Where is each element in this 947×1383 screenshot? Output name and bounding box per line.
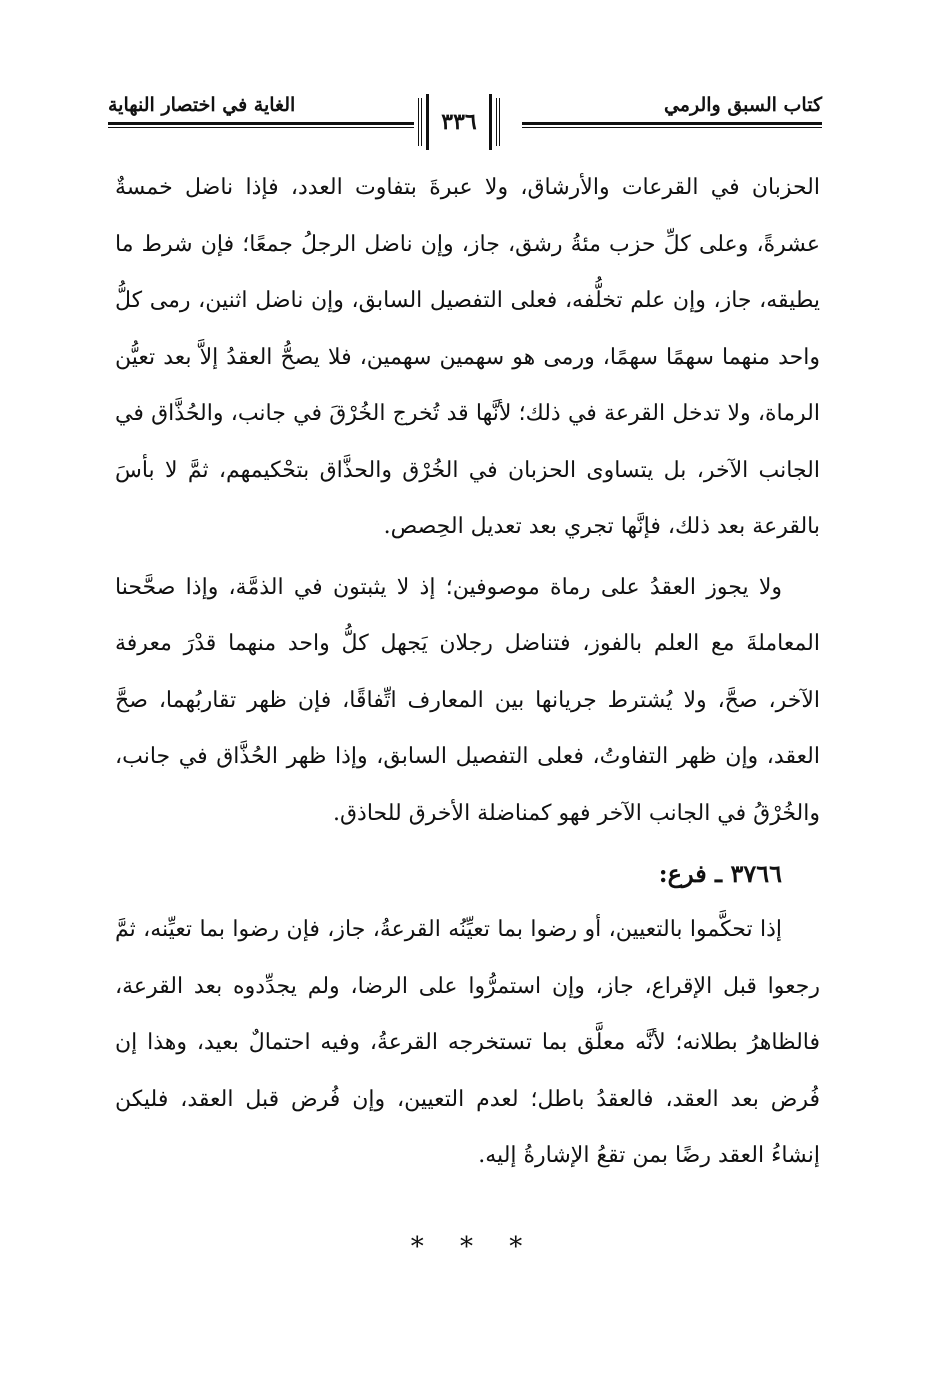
book-title: الغاية في اختصار النهاية <box>108 94 296 116</box>
paragraph-2: ولا يجوز العقدُ على رماة موصوفين؛ إذ لا يثبتون في الذمَّة، وإذا صحَّحنا المعاملةَ مع العلم بالفوز، فتناضل رجلان يَجهل كلُّ واحد منهما قدْرَ معرفة الآخر، صحَّ، ولا يُشترط جريانها بين المعارف اتِّفاقًا، فإن ظهر تقاربُهما، صحَّ العقد، وإن ظهر التفاوتُ، فعلى التفصيل السابق، وإذا ظهر الحُذَّاق في جانب، والخُرْقُ في الجانب الآخر فهو كمناضلة الأخرق للحاذق. <box>115 574 820 826</box>
paragraph-1: الحزبان في القرعات والأرشاق، ولا عبرةَ بتفاوت العدد، فإذا ناضل خمسةٌ عشرةً، وعلى كلِّ حزب مئةُ رشق، جاز، وإن ناضل الرجلُ جمعًا؛ فإن شرط ما يطيقه، جاز، وإن علم تخلُّفه، فعلى التفصيل السابق، وإن ناضل اثنين، رمى كلُّ واحد منهما سهمًا سهمًا، ورمى هو سهمين سهمين، فلا يصحُّ العقدُ إلاَّ بعد تعيُّن الرماة، ولا تدخل القرعة في ذلك؛ لأنَّها قد تُخرج الخُرْقَ في جانب، والحُذَّاق في الجانب الآخر، بل يتساوى الحزبان في الخُرْق والحذَّاق بتحْكيمهم، ثمَّ لا بأسَ بالقرعة بعد ذلك، فإنَّها تجري بعد تعديل الحِصص. <box>115 175 820 539</box>
page-number: ٣٣٦ <box>418 98 500 146</box>
section-heading: ٣٧٦٦ ـ فرع: <box>658 859 782 888</box>
header-rule-left <box>108 122 414 128</box>
section-paragraph: إذا تحكَّموا بالتعيين، أو رضوا بما تعيِّنُه القرعةُ، جاز، فإن رضوا بما تعيِّنه، ثمَّ رجعوا قبل الإقراع، جاز، وإن استمرُّوا على الرضا، ولم يجدِّدوه بعد القرعة، فالظاهرُ بطلانه؛ لأنَّه معلَّق بما تستخرجه القرعةُ، وفيه احتمالٌ بعيد، وهذا إن فُرض بعد العقد، فالعقدُ باطل؛ لعدم التعيين، وإن فُرض قبل العقد، فليكن إنشاءُ العقد رضًا بمن تقعُ الإشارةُ إليه. <box>115 917 820 1168</box>
page-body <box>115 160 820 1185</box>
end-of-section-stars: * * * <box>410 1232 537 1262</box>
book-chapter-title: كتاب السبق والرمي <box>663 94 822 116</box>
header-rule-right <box>522 122 822 128</box>
